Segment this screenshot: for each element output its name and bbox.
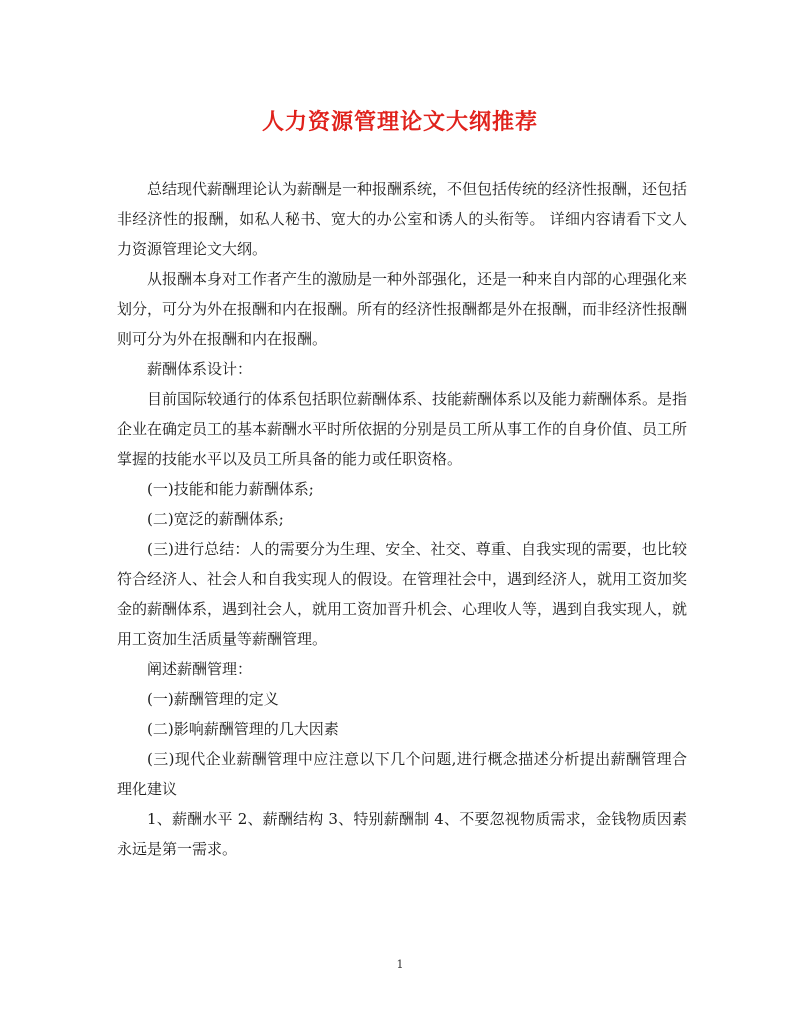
paragraph-system-design-heading: 薪酬体系设计： <box>147 360 253 378</box>
list-item-factors: (二)影响薪酬管理的几大因素 <box>147 720 339 738</box>
document-title: 人力资源管理论文大纲推荐 <box>261 109 538 135</box>
document-body <box>117 174 687 864</box>
list-item-broad-system: (二)宽泛的薪酬体系; <box>147 510 284 528</box>
paragraph-final-points: 1、薪酬水平 2、薪酬结构 3、特别薪酬制 4、不要忽视物质需求，金钱物质因素永远是第一需求。 <box>117 810 687 858</box>
list-item-definition: (一)薪酬管理的定义 <box>147 690 279 708</box>
list-item-issues: (三)现代企业薪酬管理中应注意以下几个问题,进行概念描述分析提出薪酬管理合理化建议 <box>117 750 687 798</box>
list-item-skill-system: (一)技能和能力薪酬体系; <box>147 480 314 498</box>
list-item-summary: (三)进行总结：人的需要分为生理、安全、社交、尊重、自我实现的需要，也比较符合经济人、社会人和自我实现人的假设。在管理社会中，遇到经济人，就用工资加奖金的薪酬体系，遇到社会人，就用工资加晋升机会、心理收人等，遇到自我实现人，就用工资加生活质量等薪酬管理。 <box>117 540 688 648</box>
paragraph-management-heading: 阐述薪酬管理： <box>147 660 253 678</box>
paragraph-intro: 总结现代薪酬理论认为薪酬是一种报酬系统，不但包括传统的经济性报酬，还包括非经济性的报酬，如私人秘书、宽大的办公室和诱人的头衔等。 详细内容请看下文人力资源管理论文大纲。 <box>117 180 688 258</box>
page-number: 1 <box>396 958 404 971</box>
paragraph-system-design: 目前国际较通行的体系包括职位薪酬体系、技能薪酬体系以及能力薪酬体系。是指企业在确定员工的基本薪酬水平时所依据的分别是员工所从事工作的自身价值、员工所掌握的技能水平以及员工所具备的能力或任职资格。 <box>117 390 688 468</box>
paragraph-reward-types: 从报酬本身对工作者产生的激励是一种外部强化，还是一种来自内部的心理强化来划分，可分为外在报酬和内在报酬。所有的经济性报酬都是外在报酬，而非经济性报酬则可分为外在报酬和内在报酬。 <box>117 270 688 348</box>
